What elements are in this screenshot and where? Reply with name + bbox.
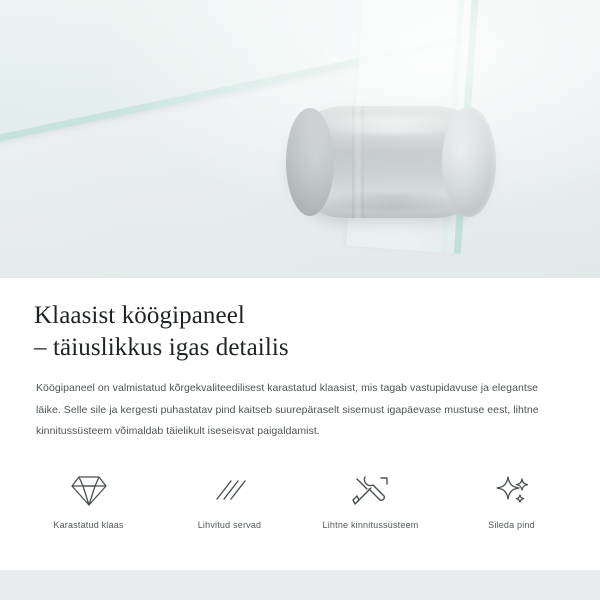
feature-label: Karastatud klaas	[53, 520, 124, 530]
polished-edge-icon	[160, 470, 300, 512]
body-line-1: Köögipaneel on valmistatud kõrgekvaliteedilisest karastatud klaasist, mis tagab vastupidavuse	[36, 382, 478, 394]
headline-line-1: Klaasist köögipaneel	[34, 302, 245, 329]
tools-icon	[301, 470, 441, 512]
hero-image	[0, 0, 600, 278]
feature-label: Lihvitud servad	[197, 520, 262, 530]
standoff-face	[286, 108, 334, 216]
feature-item-smooth-surface	[442, 470, 582, 530]
content-section	[0, 278, 600, 600]
feature-list	[0, 470, 600, 530]
headline-line-2: – täiuslikkus igas detailis	[34, 334, 289, 361]
body-line-2: ja elegantse läike. Selle sile ja kergesti puhastatav pind kaitseb suurepäraselt sisemust igapäevase	[36, 382, 539, 416]
feature-item-easy-mounting	[301, 470, 441, 530]
standoff-fitting	[288, 106, 492, 218]
feature-label: Sileda pind	[488, 520, 535, 530]
page-title	[0, 278, 600, 364]
diamond-icon	[19, 470, 159, 512]
feature-item-polished-edges	[160, 470, 300, 530]
body-line-3: mustuse eest, lihtne kinnitussüsteem võimaldab täielikult iseseisvat paigaldamist.	[36, 403, 539, 438]
footer-strip	[0, 570, 600, 600]
feature-label: Lihtne kinnitussüsteem	[322, 520, 419, 530]
sparkle-icon	[442, 470, 582, 512]
body-paragraph	[0, 364, 600, 443]
feature-item-tempered-glass	[19, 470, 159, 530]
standoff-cap	[442, 107, 496, 217]
